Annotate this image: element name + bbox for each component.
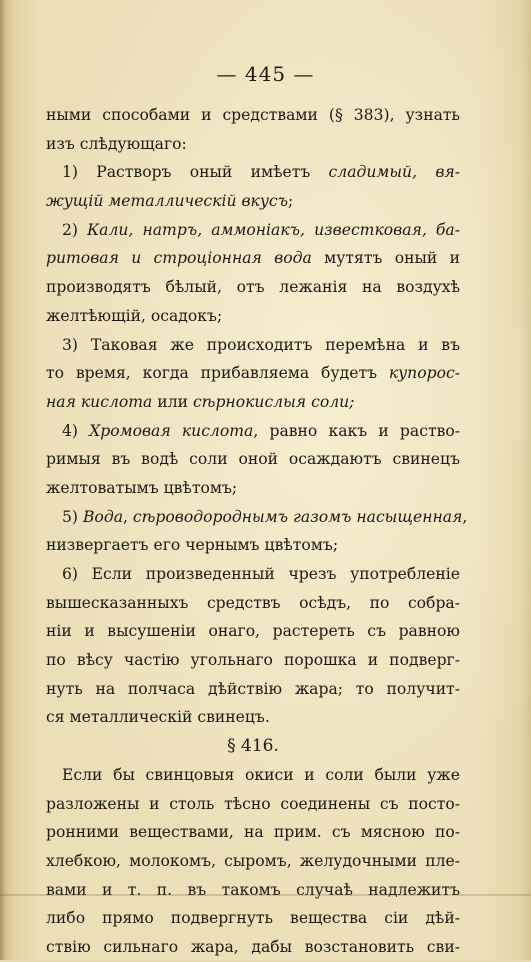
text-segment: 3) Таковая же происходитъ перемѣна и въ [62,335,460,354]
text-segment: , [123,507,133,526]
text-segment: § 416. [227,736,279,757]
italic-text: сѣроводороднымъ газомъ насыщенная [132,507,463,526]
text-line [46,876,460,905]
text-line [46,244,460,273]
text-line [46,703,460,732]
text-segment: ронними веществами, на прим. съ мясною по- [46,823,460,842]
text-segment: желтѣющій, осадокъ; [46,306,223,325]
text-line [46,933,460,962]
text-segment: Если бы свинцовыя окиси и соли были уже [62,765,460,784]
text-segment: ся металлическій свинецъ. [46,708,270,727]
text-segment: ными способами и средствами (§ 383), узнать [46,106,460,124]
text-segment: 4) [62,421,90,440]
text-line [46,158,460,187]
text-segment: 6) Если произведенный чрезъ употребленіе [62,565,460,583]
text-segment: ствію сильнаго жара, дабы возстановить сви- [46,937,460,956]
text-segment: то время, когда прибавляема будетъ [46,364,389,383]
text-segment: , [462,507,468,526]
text-segment: по вѣсу частію угольнаго порошка и подверг- [46,651,460,670]
text-line [46,761,460,790]
text-line [46,130,460,159]
text-line [46,216,460,245]
italic-text: Хромовая кислота [89,421,254,440]
italic-text: Вода [82,507,123,526]
italic-text: Кали, натръ, аммоніакъ, известковая, ба- [87,220,460,239]
text-line [46,847,460,876]
text-line [46,417,460,446]
text-segment: или [152,392,193,411]
text-segment: ніи и высушеніи онаго, растереть съ равною [46,622,460,641]
text-line [46,331,460,360]
text-segment: разложены и столь тѣсно соединены съ посто- [46,794,460,813]
page-edge-shadow [0,0,6,960]
section-heading [46,732,460,761]
text-line [46,474,460,503]
italic-text: ная кислота [46,392,153,411]
text-line [46,790,460,819]
text-line [46,617,460,646]
text-segment: вами и т. п. въ такомъ случаѣ надлежитъ [46,880,460,899]
text-line [46,503,468,532]
text-segment: мутятъ оный и [311,249,460,268]
text-segment: хлебкою, молокомъ, сыромъ, желудочными пле- [46,851,460,870]
text-segment: римыя въ водѣ соли оной осаждаютъ свинецъ [46,450,460,469]
italic-text: жущій металлическій вкусъ [46,192,289,211]
text-line [46,646,460,675]
text-line [46,675,460,704]
text-segment: изъ слѣдующаго: [46,134,187,153]
text-line [46,531,460,560]
text-segment: желтоватымъ цвѣтомъ; [46,478,238,497]
text-line [46,445,460,474]
text-segment: , равно какъ и раство- [253,421,461,440]
text-line [46,560,460,589]
text-line [46,302,460,331]
page-fold-line [0,894,531,896]
text-segment: вышесказанныхъ средствъ осѣдъ, по собра- [46,593,460,612]
text-line [46,273,460,302]
italic-text: сѣрнокислыя соли; [192,392,355,411]
text-segment: 5) [62,507,83,526]
italic-text: купорос- [388,364,460,383]
body-text [46,101,468,962]
italic-text: ритовая и строціонная вода [46,249,312,268]
text-segment: 2) [62,220,88,239]
text-segment: производятъ бѣлый, отъ лежанія на воздухѣ [46,278,460,297]
text-segment: нуть на полчаса дѣйствію жара; то получит- [46,679,460,698]
text-line [46,187,460,216]
text-line [46,359,460,388]
text-line [46,388,460,417]
text-line [46,101,460,130]
text-segment: низвергаетъ его чернымъ цвѣтомъ; [46,536,339,555]
text-segment: либо прямо подвергнуть вещества сіи дѣй- [46,909,460,928]
text-line [46,818,460,847]
text-line [46,589,460,618]
text-line [46,904,460,933]
italic-text: сладимый, вя- [328,163,460,182]
page-number: — 445 — [216,62,315,86]
text-segment: 1) Растворъ оный имѣетъ [62,163,329,182]
text-segment: ; [288,192,294,211]
